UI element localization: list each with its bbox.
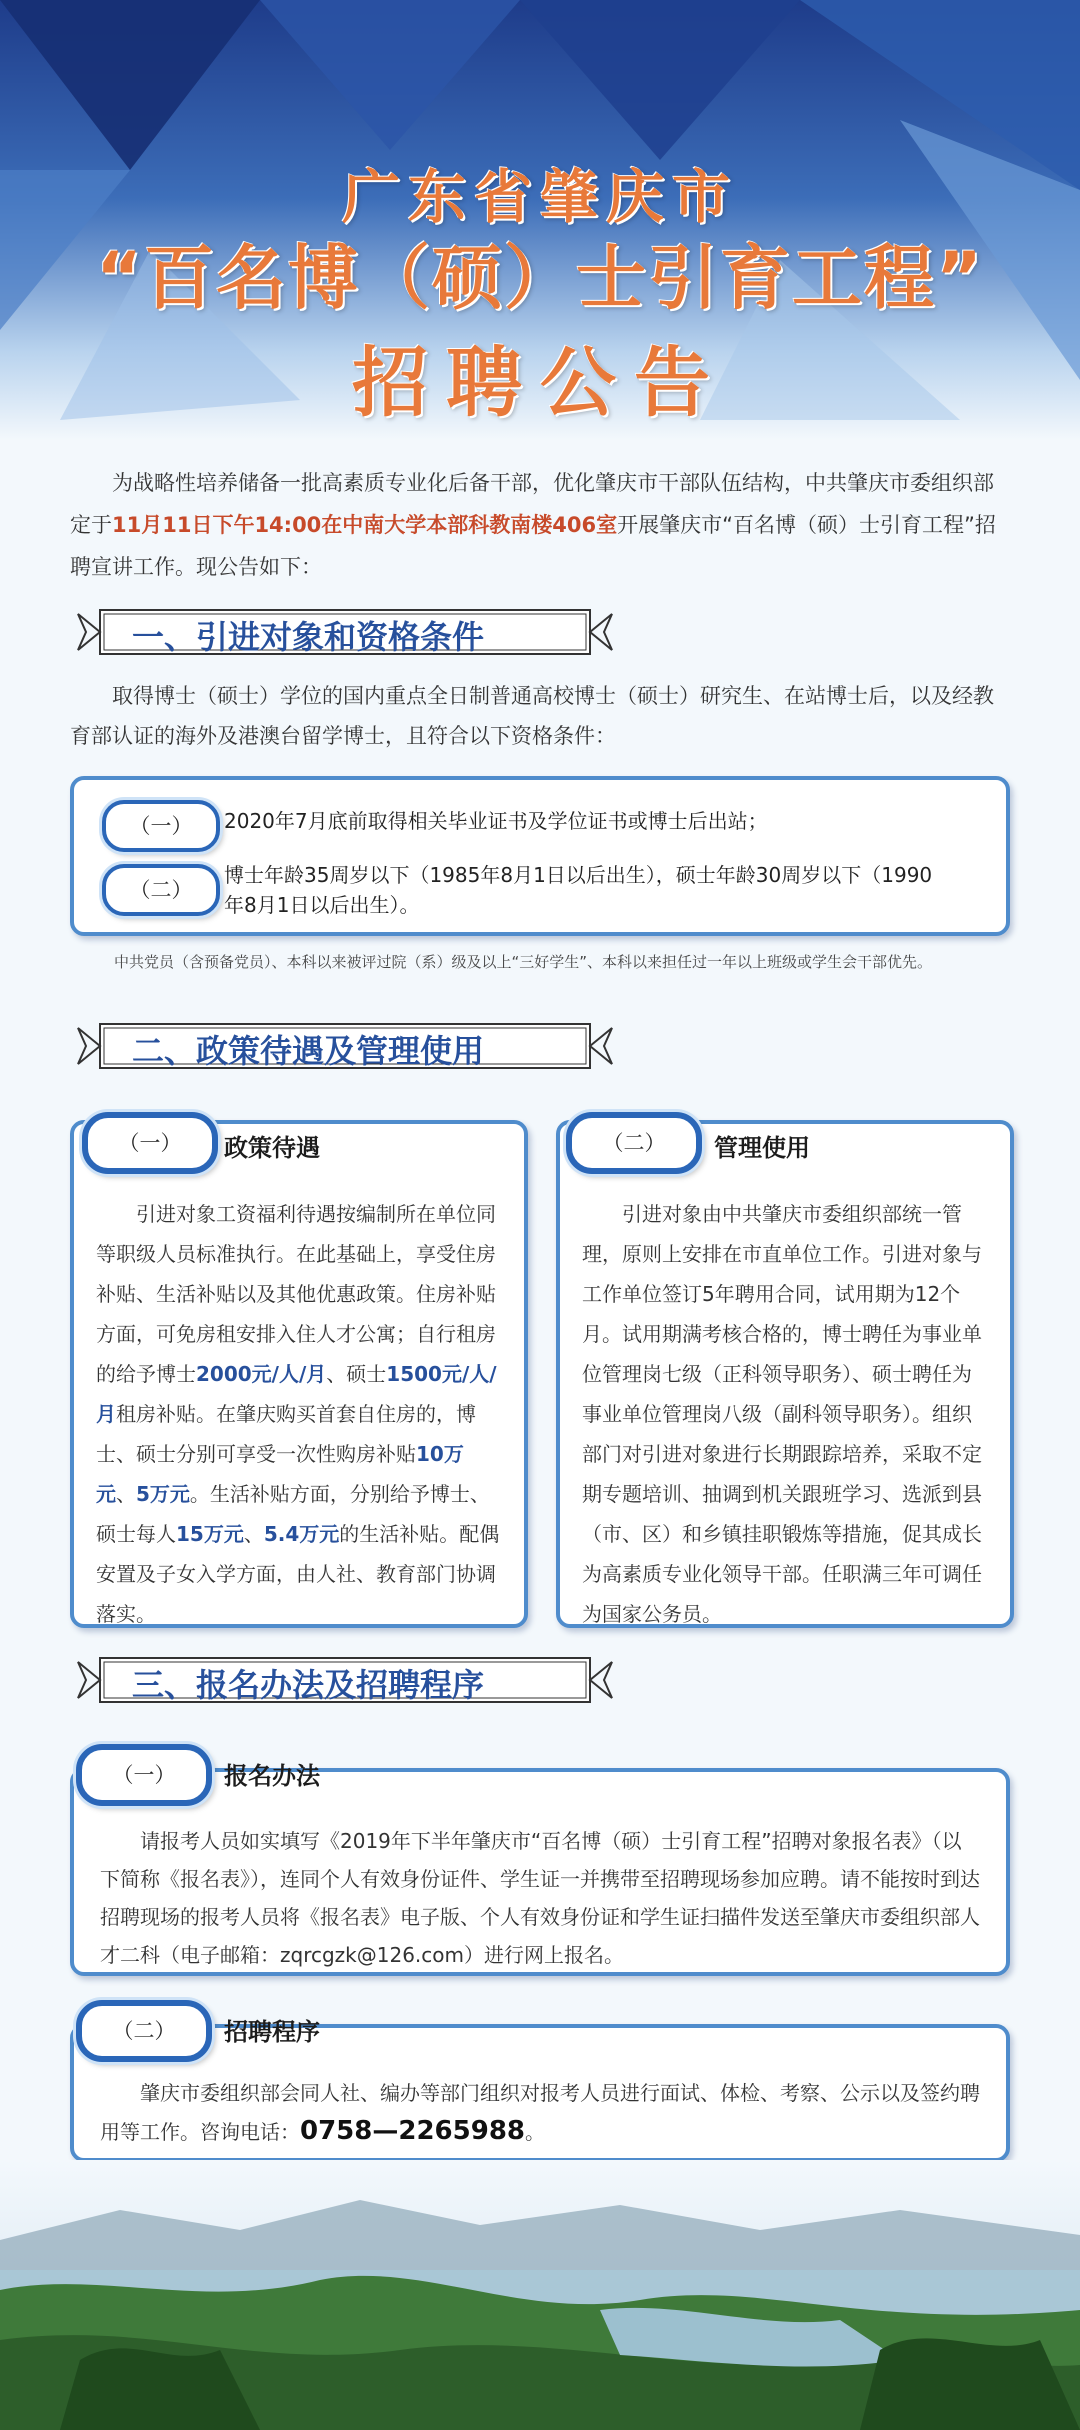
process-text [100, 2074, 980, 2151]
title-line-3: 招聘公告 [352, 338, 728, 427]
registration-number: （一） [76, 1744, 212, 1806]
section-1-desc: 取得博士（硕士）学位的国内重点全日制普通高校博士（硕士）研究生、在站博士后，以及经教育部认证的海外及港澳台留学博士，且符合以下资格条件： [70, 684, 994, 748]
policy-number: （一） [82, 1112, 218, 1174]
policy-text-2: 、硕士 [326, 1362, 387, 1386]
process-title: 招聘程序 [224, 2018, 320, 2046]
item-1-text: 2020年7月底前取得相关毕业证书及学位证书或博士后出站； [224, 809, 768, 833]
policy-text-1: 引进对象工资福利待遇按编制所在单位同等职级人员标准执行。在此基础上，享受住房补贴、生活补贴以及其他优惠政策。住房补贴方面，可免房租安排入住人才公寓；自行租房的给予博士 [96, 1202, 496, 1386]
section-2-header [70, 1018, 620, 1074]
policy-value-3: 10万元 [96, 1442, 464, 1506]
policy-text-6: 、 [243, 1522, 264, 1546]
intro-text-1: 为战略性培养储备一批高素质专业化后备干部，优化肇庆市干部队伍结构，中共肇庆市委组织部定于 [70, 471, 994, 537]
section-1-header [70, 604, 620, 660]
process-box [70, 2024, 1010, 2162]
section-3-title: 三、报名办法及招聘程序 [132, 1666, 485, 1704]
intro-text-2: 开展肇庆市“百名博（硕）士引育工程”招聘宣讲工作。现公告如下： [70, 513, 996, 579]
process-body: 肇庆市委组织部会同人社、编办等部门组织对报考人员进行面试、体检、考察、公示以及签约聘用等工作。咨询电话： [100, 2081, 980, 2144]
section-3-header [70, 1652, 620, 1708]
registration-text: 请报考人员如实填写《2019年下半年肇庆市“百名博（硕）士引育工程”招聘对象报名表》（以下简称《报名表》），连同个人有效身份证件、学生证一并携带至招聘现场参加应聘。请不能按时到达招聘现场的报考人员将《报名表》电子版、个人有效身份证和学生证扫描件发送至肇庆市委组织部人才二科（电子邮箱：zqrcgzk@126.com）进行网上报名。 [100, 1829, 980, 1967]
process-end: 。 [525, 2120, 545, 2144]
intro-highlight: 11月11日下午14:00在中南大学本部科教南楼406室 [112, 513, 618, 537]
management-text: 引进对象由中共肇庆市委组织部统一管理，原则上安排在市直单位工作。引进对象与工作单位签订5年聘用合同，试用期为12个月。试用期满考核合格的，博士聘任为事业单位管理岗七级（正科领导职务）、硕士聘任为事业单位管理岗八级（副科领导职务）。组织部门对引进对象进行长期跟踪培养，采取不定期专题培训、抽调到机关跟班学习、选派到县（市、区）和乡镇挂职锻炼等措施，促其成长为高素质专业化领导干部。任职满三年可调任为国家公务员。 [582, 1202, 982, 1626]
header-banner [0, 0, 1080, 440]
policy-text-4: 、 [116, 1482, 136, 1506]
item-1-number: （一） [102, 800, 220, 852]
management-title: 管理使用 [714, 1134, 810, 1162]
title-line-2: “百名博（硕）士引育工程” [95, 237, 984, 319]
landscape-photo [0, 2160, 1080, 2430]
policy-text-5: 。生活补贴方面，分别给予博士、硕士每人 [96, 1482, 490, 1546]
section-1-title: 一、引进对象和资格条件 [132, 618, 485, 656]
policy-value-5: 15万元 [176, 1522, 244, 1546]
priority-note: 中共党员（含预备党员）、本科以来被评过院（系）级及以上“三好学生”、本科以来担任过一年以上班级或学生会干部优先。 [114, 953, 933, 971]
section-2-title: 二、政策待遇及管理使用 [132, 1032, 485, 1070]
policy-box [70, 1120, 528, 1628]
policy-text-3: 租房补贴。在肇庆购买首套自住房的，博士、硕士分别可享受一次性购房补贴 [96, 1402, 476, 1466]
policy-title: 政策待遇 [224, 1134, 320, 1162]
registration-box [70, 1768, 1010, 1976]
process-number: （二） [76, 2000, 212, 2062]
title-line-1: 广东省肇庆市 [341, 163, 738, 231]
intro-paragraph [70, 462, 1010, 588]
management-box [556, 1120, 1014, 1628]
policy-value-6: 5.4万元 [263, 1522, 340, 1546]
item-2-text: 博士年龄35周岁以下（1985年8月1日以后出生），硕士年龄30周岁以下（1990年8月1日以后出生）。 [224, 863, 933, 917]
policy-value-1: 2000元/人/月 [196, 1362, 327, 1386]
policy-value-4: 5万元 [136, 1482, 190, 1506]
contact-phone: 0758—2265988 [300, 2116, 525, 2146]
policy-text-7: 的生活补贴。配偶安置及子女入学方面，由人社、教育部门协调落实。 [96, 1522, 500, 1626]
registration-title: 报名办法 [224, 1762, 320, 1790]
management-number: （二） [566, 1112, 702, 1174]
requirements-box [70, 776, 1010, 936]
policy-value-2: 1500元/人/月 [96, 1362, 497, 1426]
item-2-number: （二） [102, 864, 220, 916]
policy-text [96, 1194, 502, 1634]
